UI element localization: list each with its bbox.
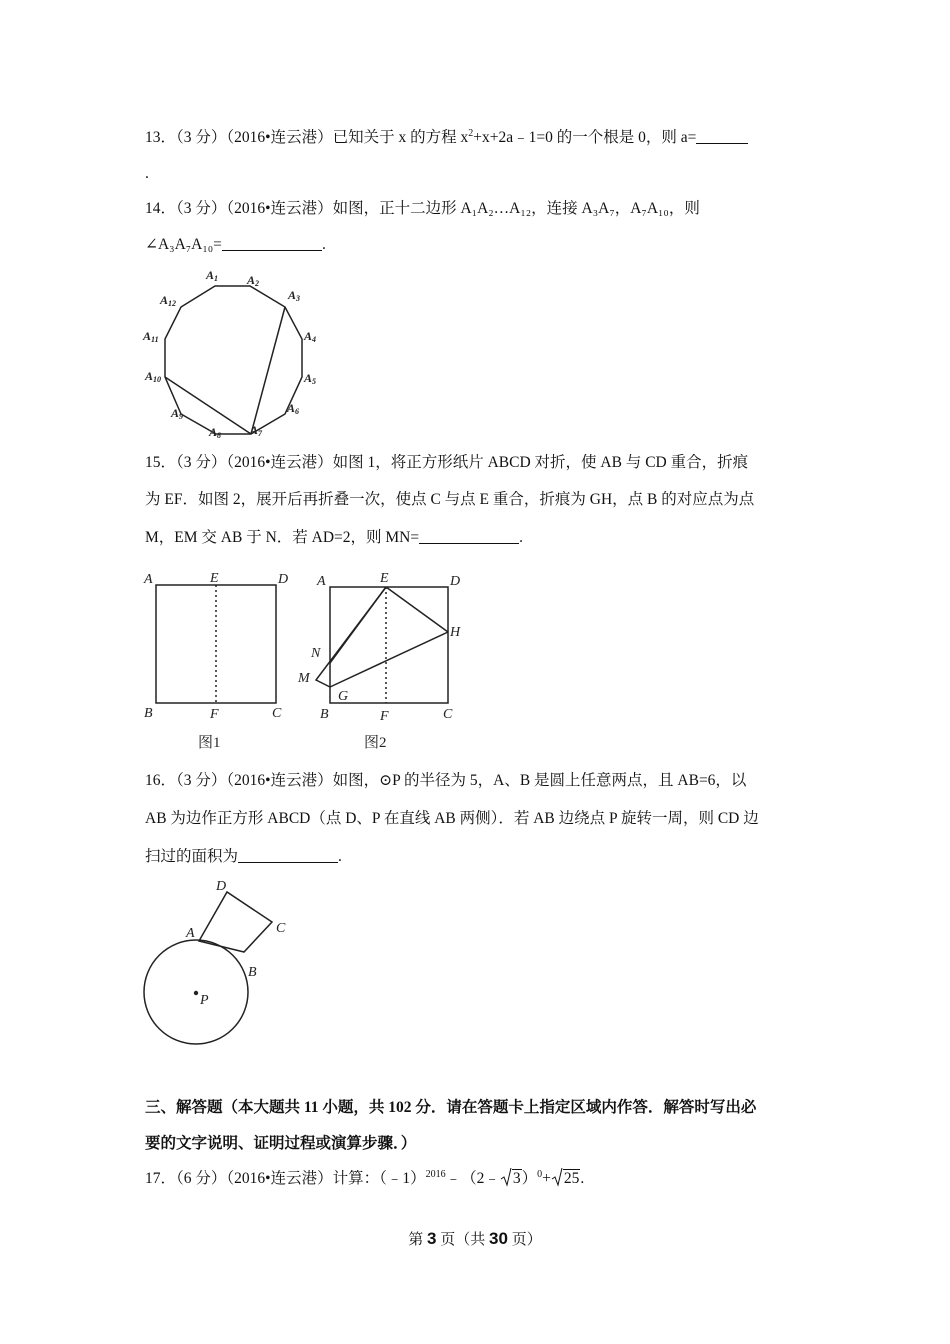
q15-score: （3 分）: [176, 454, 227, 471]
fig1-label-b: B: [144, 706, 153, 721]
q14-number: 14．: [145, 200, 177, 217]
q16-score: （3 分）: [176, 772, 227, 789]
q16-line3: [145, 846, 342, 868]
q16-text3: 扫过的面积为: [145, 848, 239, 865]
q15-end: .: [519, 529, 523, 546]
q13-end: .: [145, 165, 149, 182]
fig2-label-f: F: [380, 709, 389, 724]
q16-number: 16．: [145, 772, 177, 789]
q14-source: （2016•连云港）: [226, 200, 333, 217]
label-a6: A6: [287, 401, 300, 416]
fig2-label-m: M: [298, 671, 310, 686]
q13-text-a: 已知关于 x 的方程 x: [332, 129, 469, 146]
label-p: P: [200, 993, 209, 1008]
square-fold-figures: [140, 565, 470, 755]
radical-sign-icon: [551, 1167, 563, 1187]
q13-source: （2016•连云港）: [226, 129, 333, 146]
q17-end: .: [580, 1170, 585, 1187]
q14-answer-blank: [222, 234, 322, 251]
q17-text-c: ）: [521, 1170, 538, 1187]
label-a: A: [186, 926, 195, 941]
q15-answer-blank: [419, 527, 519, 544]
q15-source: （2016•连云港）: [226, 454, 333, 471]
fig2-label-a: A: [317, 574, 326, 589]
fig2-segment-eh: [386, 587, 448, 632]
label-a11: A11: [143, 329, 159, 344]
q17-sup1: 2016: [425, 1168, 446, 1180]
footer-total-pages: 30: [489, 1229, 508, 1248]
fig1-label-e: E: [210, 571, 219, 586]
label-a7: A7: [250, 423, 263, 438]
q17-text-d: +: [542, 1170, 551, 1187]
fig2-label-g: G: [338, 689, 349, 704]
q16-source: （2016•连云港）: [226, 772, 333, 789]
label-d: D: [216, 879, 227, 894]
q14-line1: [145, 198, 700, 220]
footer-mid: 页（共: [440, 1232, 486, 1248]
q17-text-a: 计算：（﹣1）: [332, 1170, 426, 1187]
section3-heading-line2: 要的文字说明、证明过程或演算步骤．）: [145, 1135, 417, 1152]
radicand-25: 25: [563, 1170, 580, 1187]
segment-a3a7: [251, 307, 285, 434]
fig1-caption: 图1: [198, 735, 221, 751]
q15-number: 15．: [145, 454, 177, 471]
q17-sup2: 0: [537, 1168, 543, 1180]
q15-line3: [145, 527, 523, 549]
fig2-label-d: D: [450, 574, 461, 589]
fig1-label-a: A: [144, 572, 153, 587]
fig2-crease-gh: [330, 632, 448, 687]
q13-score: （3 分）: [176, 129, 227, 146]
q13-text-b: +x+2a﹣1=0 的一个根是 0，则 a=: [473, 129, 697, 146]
q17-text-b: ﹣（2﹣: [445, 1170, 500, 1187]
q13-number: 13．: [145, 129, 177, 146]
q13-answer-blank: [696, 127, 748, 144]
fig1-label-c: C: [272, 706, 282, 721]
q16-text1: 如图，⊙P 的半径为 5，A、B 是圆上任意两点，且 AB=6，以: [332, 772, 747, 789]
radicand-3: 3: [512, 1170, 521, 1187]
footer-post: 页）: [511, 1232, 542, 1248]
label-a8: A8: [209, 425, 222, 440]
radical-sign-icon: [500, 1167, 512, 1187]
label-c: C: [276, 921, 286, 936]
q17-score: （6 分）: [176, 1170, 227, 1187]
square-abcd: [199, 892, 272, 952]
section3-heading-line1: 三、解答题（本大题共 11 小题，共 102 分．请在答题卡上指定区域内作答．解答时写出必: [145, 1099, 757, 1116]
label-a10: A10: [145, 369, 162, 384]
q16-answer-blank: [238, 846, 338, 863]
q15-line2: 为 EF．如图 2，展开后再折叠一次，使点 C 与点 E 重合，折痕为 GH，点 B 的对应点为点: [145, 491, 755, 508]
q13-line: [145, 127, 748, 149]
sqrt-3: [500, 1167, 522, 1190]
fig1-label-f: F: [210, 707, 219, 722]
dodecagon-figure: [140, 264, 330, 442]
q17-number: 17．: [145, 1170, 177, 1187]
q14-end: .: [321, 236, 326, 253]
footer-pre: 第: [408, 1232, 424, 1248]
fig2-caption: 图2: [364, 735, 387, 751]
dodecagon-shape: [165, 286, 302, 434]
q15-line1: [145, 452, 748, 474]
fig2-label-n: N: [311, 646, 321, 661]
q16-end: .: [338, 848, 342, 865]
center-point-p: [194, 991, 198, 995]
footer-page-number: 3: [427, 1229, 437, 1248]
fig2-label-c: C: [443, 707, 453, 722]
q15-text1: 如图 1，将正方形纸片 ABCD 对折，使 AB 与 CD 重合，折痕: [332, 454, 749, 471]
sqrt-25: [551, 1167, 581, 1190]
q15-text3: M，EM 交 AB 于 N．若 AD=2，则 MN=: [145, 529, 420, 546]
q14-score: （3 分）: [176, 200, 227, 217]
label-a12: A12: [160, 293, 177, 308]
label-a2: A2: [247, 273, 260, 288]
label-a5: A5: [304, 371, 317, 386]
label-b: B: [248, 965, 257, 980]
fig2-label-b: B: [320, 707, 329, 722]
circle-square-figure: [140, 873, 300, 1053]
fig2-segment-en: [330, 587, 386, 663]
fig2-label-h: H: [450, 625, 461, 640]
q13-sup: 2: [468, 127, 474, 139]
fig1-label-d: D: [278, 572, 289, 587]
q16-line1: [145, 770, 746, 792]
fig2-square: [330, 587, 448, 703]
label-a9: A9: [171, 406, 184, 421]
label-a1: A1: [206, 268, 219, 283]
q16-line2: AB 为边作正方形 ABCD（点 D、P 在直线 AB 两侧）．若 AB 边绕点 P 旋转一周，则 CD 边: [145, 810, 759, 827]
label-a4: A4: [304, 329, 317, 344]
q14-angle: ∠A₃A₇A₁₀=: [145, 236, 222, 253]
page-footer: [0, 1228, 950, 1249]
q14-line2: [145, 234, 326, 256]
q17-source: （2016•连云港）: [226, 1170, 333, 1187]
q17-line: [145, 1167, 584, 1190]
label-a3: A3: [288, 288, 301, 303]
fig2-label-e: E: [380, 571, 389, 586]
q14-text: 如图，正十二边形 A₁A₂…A₁₂，连接 A₃A₇，A₇A₁₀，则: [332, 200, 700, 217]
